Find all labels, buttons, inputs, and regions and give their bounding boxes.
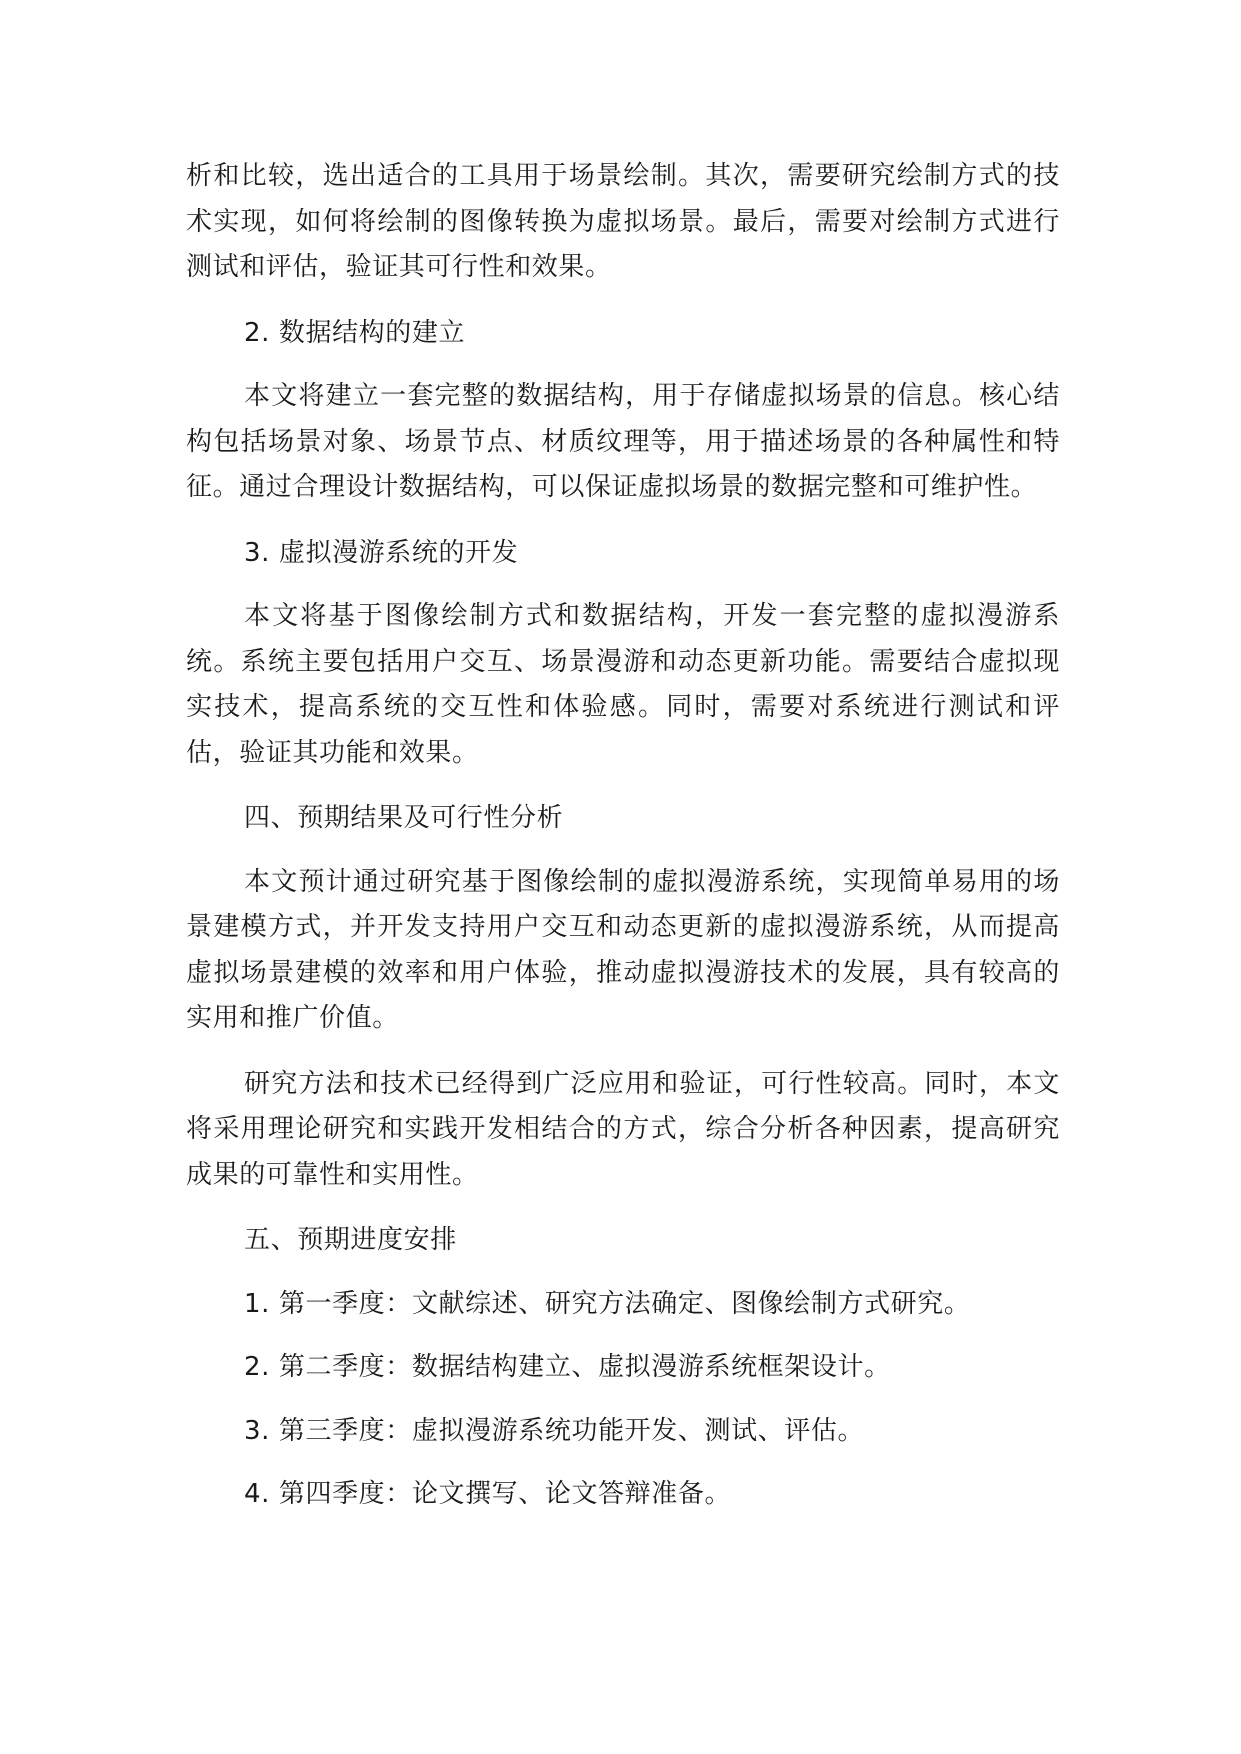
subheading-data-structure: 2. 数据结构的建立 — [244, 317, 466, 348]
schedule-item-q1: 1. 第一季度：文献综述、研究方法确定、图像绘制方式研究。 — [244, 1288, 971, 1319]
schedule-item-q2: 2. 第二季度：数据结构建立、虚拟漫游系统框架设计。 — [244, 1352, 891, 1382]
paragraph-expected-results: 本文预计通过研究基于图像绘制的虚拟漫游系统，实现简单易用的场景建模方式，并开发支持用户交互和动态更新的虚拟漫游系统，从而提高虚拟场景建模的效率和用户体验，推动虚拟漫游技术的发展，具有较高的实用和推广价值。 — [186, 866, 1060, 1033]
paragraph-continuation: 析和比较，选出适合的工具用于场景绘制。其次，需要研究绘制方式的技术实现，如何将绘制的图像转换为虚拟场景。最后，需要对绘制方式进行测试和评估，验证其可行性和效果。 — [186, 161, 1060, 282]
paragraph-feasibility: 研究方法和技术已经得到广泛应用和验证，可行性较高。同时，本文将采用理论研究和实践开发相结合的方式，综合分析各种因素，提高研究成果的可靠性和实用性。 — [186, 1068, 1060, 1190]
schedule-item-q4: 4. 第四季度：论文撰写、论文答辩准备。 — [244, 1479, 732, 1509]
paragraph-system-development: 本文将基于图像绘制方式和数据结构，开发一套完整的虚拟漫游系统。系统主要包括用户交互、场景漫游和动态更新功能。需要结合虚拟现实技术，提高系统的交互性和体验感。同时，需要对系统进行测试和评估，验证其功能和效果。 — [186, 601, 1060, 768]
paragraph-data-structure: 本文将建立一套完整的数据结构，用于存储虚拟场景的信息。核心结构包括场景对象、场景节点、材质纹理等，用于描述场景的各种属性和特征。通过合理设计数据结构，可以保证虚拟场景的数据完整和可维护性。 — [186, 381, 1060, 502]
schedule-item-q3: 3. 第三季度：虚拟漫游系统功能开发、测试、评估。 — [244, 1415, 865, 1446]
subheading-system-development: 3. 虚拟漫游系统的开发 — [244, 537, 519, 568]
section-heading-schedule: 五、预期进度安排 — [244, 1225, 457, 1255]
document-body — [186, 154, 1060, 1536]
section-heading-expected-results: 四、预期结果及可行性分析 — [244, 803, 564, 833]
